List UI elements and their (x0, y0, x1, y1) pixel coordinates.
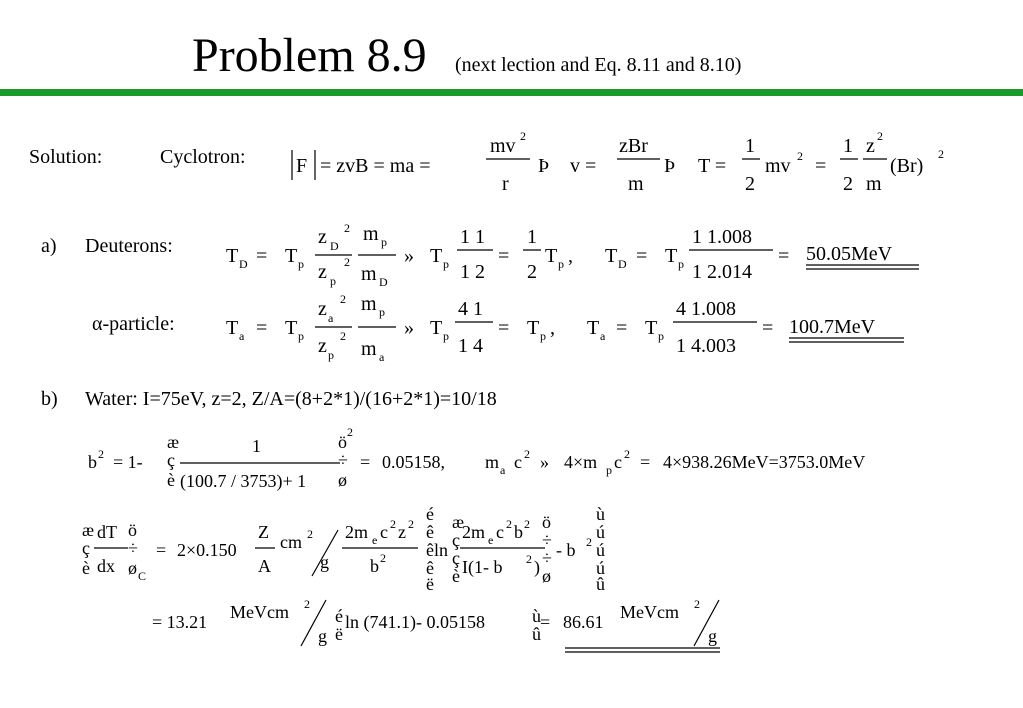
b-den: b (370, 556, 379, 576)
dx-den: dx (97, 556, 115, 576)
svg-text:b: b (514, 522, 523, 542)
svg-text:m: m (361, 293, 377, 315)
svg-text:m: m (361, 338, 377, 360)
svg-text:÷: ÷ (338, 450, 348, 470)
zp-den: z (318, 261, 327, 283)
svg-text:z: z (318, 298, 327, 320)
svg-text:2: 2 (624, 447, 630, 461)
svg-text:2: 2 (344, 221, 350, 235)
svg-text:=: = (256, 317, 268, 339)
half-den-2: 2 (843, 173, 853, 195)
svg-text:ú: ú (596, 522, 605, 542)
frac-41-num: 4 1 (458, 298, 483, 320)
beta-eq2: = (640, 452, 651, 472)
svg-text:D: D (618, 257, 627, 271)
svg-text:2: 2 (340, 292, 346, 306)
svg-text:2m: 2m (462, 522, 486, 542)
deuteron-equation (226, 221, 919, 289)
br-term: (Br) (890, 155, 924, 177)
g-unit-2: g (318, 626, 327, 646)
svg-text:p: p (330, 274, 336, 288)
svg-text:2: 2 (797, 149, 803, 163)
svg-text:ê: ê (426, 558, 434, 578)
svg-text:c: c (514, 452, 522, 472)
deuterons-label: Deuterons: (85, 235, 173, 257)
svg-text:û: û (596, 574, 605, 594)
svg-text:æ: æ (167, 432, 180, 452)
svg-text:2: 2 (526, 552, 532, 566)
svg-text:p: p (443, 257, 449, 271)
beta-equals: = (360, 452, 371, 472)
svg-text:ê: ê (426, 522, 434, 542)
zd-num: z (318, 226, 327, 248)
ratio-den-d: 1 2.014 (692, 261, 752, 283)
svg-text:a: a (500, 463, 506, 477)
svg-text:2: 2 (506, 517, 512, 531)
svg-text:p: p (678, 257, 684, 271)
final-equals: = (540, 612, 551, 632)
v-label: v = (570, 155, 597, 177)
svg-text:û: û (532, 624, 541, 644)
svg-text:2: 2 (938, 147, 944, 161)
svg-text:ç: ç (452, 548, 460, 568)
ratio-num-a: 4 1.008 (676, 298, 736, 320)
svg-text:è: è (452, 566, 460, 586)
alpha-equation (226, 292, 904, 364)
svg-text:ø: ø (338, 470, 347, 490)
part-b-label: b) (41, 388, 58, 410)
frac-mv2-num: mv (490, 135, 516, 157)
svg-text:p: p (381, 235, 387, 249)
four-mp: 4×m (564, 452, 598, 472)
frac-12-den: 1 2 (460, 261, 485, 283)
svg-text:p: p (658, 329, 664, 343)
beta-equation (88, 425, 865, 492)
cyclotron-equation (292, 129, 944, 195)
svg-text:=: = (636, 245, 648, 267)
half-num: 1 (745, 135, 755, 157)
solution-label: Solution: (29, 146, 103, 168)
stopping-power-equation (82, 504, 605, 594)
svg-text:è: è (167, 470, 175, 490)
tp-symbol: T (285, 245, 298, 267)
equals-sign: = (815, 155, 827, 177)
svg-text:2: 2 (344, 255, 350, 269)
ionization-term: I(1- b (462, 557, 503, 577)
svg-text:a: a (379, 350, 385, 364)
svg-text:÷: ÷ (542, 548, 552, 568)
svg-text:z: z (398, 522, 406, 542)
t-label: T = (698, 155, 727, 177)
svg-text:ö: ö (128, 520, 137, 540)
svg-text:,: , (568, 245, 573, 267)
svg-text:p: p (443, 329, 449, 343)
svg-text:=: = (498, 317, 510, 339)
beta-frac-num: 1 (252, 436, 261, 456)
svg-text:2: 2 (307, 527, 313, 541)
dedx-equals: = (156, 540, 167, 560)
svg-text:è: è (82, 558, 90, 578)
svg-text:÷: ÷ (542, 530, 552, 550)
svg-text:÷: ÷ (128, 538, 138, 558)
svg-text:p: p (298, 329, 304, 343)
m-den-2: m (866, 173, 882, 195)
svg-text:T: T (285, 317, 298, 339)
svg-text:ö: ö (542, 512, 551, 532)
svg-text:2: 2 (524, 447, 530, 461)
svg-text:a: a (328, 311, 334, 325)
svg-text:é: é (426, 504, 434, 524)
alpha-rest-energy: 4×938.26MeV=3753.0MeV (663, 452, 866, 472)
approx-sign: » (404, 245, 414, 267)
force-symbol: F (296, 155, 308, 177)
svg-text:=: = (256, 245, 268, 267)
svg-text:é: é (335, 606, 343, 626)
svg-text:=: = (616, 317, 628, 339)
ln-argument: ln (741.1)- 0.05158 (345, 612, 485, 632)
svg-text:ç: ç (167, 450, 175, 470)
svg-text:ú: ú (596, 558, 605, 578)
svg-text:p: p (540, 329, 546, 343)
svg-text:D: D (239, 257, 248, 271)
svg-text:æ: æ (82, 520, 95, 540)
mp-num: m (363, 223, 379, 245)
ma-symbol: m (485, 452, 500, 472)
svg-text:c: c (614, 452, 622, 472)
frac-zbr-num: zBr (619, 135, 648, 157)
svg-text:2: 2 (586, 535, 592, 549)
ratio-num-d: 1 1.008 (692, 226, 752, 248)
one-minus: = 1- (113, 452, 143, 472)
alpha-label: α-particle: (92, 313, 175, 335)
svg-text:T: T (645, 317, 658, 339)
water-parameters: Water: I=75eV, z=2, Z/A=(8+2*1)/(16+2*1)=10/18 (85, 388, 497, 410)
svg-text:z: z (318, 335, 327, 357)
svg-text:2: 2 (877, 129, 883, 143)
cyclotron-label: Cyclotron: (160, 146, 246, 168)
part-a-label: a) (41, 235, 57, 257)
frac-r-den: r (502, 173, 509, 195)
svg-text:2: 2 (304, 597, 310, 611)
svg-text:p: p (379, 305, 385, 319)
svg-text:2: 2 (347, 425, 353, 439)
svg-text:ê: ê (426, 540, 434, 560)
cm-unit: cm (280, 532, 302, 552)
svg-text:ù: ù (596, 504, 605, 524)
svg-text:C: C (138, 569, 147, 583)
svg-text:=: = (762, 317, 774, 339)
beta-approx: » (540, 452, 549, 472)
deuteron-energy: 50.05MeV (806, 243, 893, 265)
final-prefix: = 13.21 (152, 612, 208, 632)
g-unit: g (320, 552, 329, 572)
mevcm-unit-2: MeVcm (620, 602, 679, 622)
svg-text:=: = (498, 245, 510, 267)
final-value: 86.61 (563, 612, 604, 632)
svg-text:ë: ë (335, 624, 343, 644)
svg-text:T: T (587, 317, 600, 339)
a-den: A (258, 556, 271, 576)
svg-text:p: p (558, 257, 564, 271)
svg-text:): ) (534, 557, 540, 577)
force-chain: = zvB = ma = (320, 155, 431, 177)
svg-text:2: 2 (408, 517, 414, 531)
minus-beta2: - b (556, 540, 576, 560)
svg-text:2: 2 (380, 551, 386, 565)
ratio-den-a: 1 4.003 (676, 335, 736, 357)
svg-text:p: p (298, 257, 304, 271)
svg-text:D: D (379, 275, 388, 289)
frac-11-num: 1 1 (460, 226, 485, 248)
svg-text:e: e (372, 533, 378, 547)
alpha-energy: 100.7MeV (789, 316, 876, 338)
svg-text:=: = (778, 245, 790, 267)
svg-text:T: T (430, 317, 443, 339)
svg-text:2: 2 (520, 129, 526, 143)
svg-text:ç: ç (452, 530, 460, 550)
frac-m-den: m (628, 173, 644, 195)
ln-symbol: ln (434, 540, 449, 560)
td-symbol: T (226, 245, 239, 267)
svg-text:ë: ë (426, 574, 434, 594)
svg-text:2: 2 (694, 597, 700, 611)
g-unit-3: g (708, 626, 717, 646)
svg-text:T: T (545, 245, 558, 267)
svg-text:T: T (665, 245, 678, 267)
beta-symbol: b (88, 452, 97, 472)
frac-14-den: 1 4 (458, 335, 483, 357)
mv2-term: mv (765, 155, 791, 177)
svg-text:ø: ø (128, 558, 137, 578)
svg-text:T: T (527, 317, 540, 339)
svg-text:c: c (380, 522, 388, 542)
svg-text:T: T (430, 245, 443, 267)
beta-frac-den: (100.7 / 3753)+ 1 (180, 471, 307, 491)
svg-text:D: D (330, 239, 339, 253)
md-den: m (361, 263, 377, 285)
two-me-num: 2m (345, 522, 369, 542)
svg-text:p: p (606, 463, 612, 477)
mevcm-unit: MeVcm (230, 602, 289, 622)
svg-text:a: a (239, 329, 245, 343)
half-d-a: 2 (527, 261, 537, 283)
z-num: Z (258, 522, 269, 542)
svg-text:ø: ø (542, 566, 551, 586)
dt-num: dT (97, 522, 117, 542)
svg-text:e: e (488, 533, 494, 547)
half-den: 2 (745, 173, 755, 195)
half-n-a: 1 (527, 226, 537, 248)
page-subtitle: (next lection and Eq. 8.11 and 8.10) (455, 54, 742, 76)
svg-text:p: p (328, 348, 334, 362)
half-num-2: 1 (843, 135, 853, 157)
svg-text:2: 2 (340, 329, 346, 343)
svg-text:Þ: Þ (664, 155, 676, 177)
svg-text:æ: æ (452, 512, 465, 532)
z-squared: z (866, 135, 875, 157)
final-equation (152, 597, 720, 652)
page-title: Problem 8.9 (192, 29, 427, 82)
constant-coef: 2×0.150 (177, 540, 237, 560)
beta-squared-value: 0.05158, (382, 452, 445, 472)
svg-text:a: a (600, 329, 606, 343)
svg-text:,: , (550, 317, 555, 339)
svg-text:ç: ç (82, 538, 90, 558)
svg-text:2: 2 (524, 517, 530, 531)
svg-text:c: c (496, 522, 504, 542)
svg-text:ú: ú (596, 540, 605, 560)
svg-text:»: » (404, 317, 414, 339)
svg-text:2: 2 (390, 517, 396, 531)
svg-text:T: T (605, 245, 618, 267)
svg-text:2: 2 (98, 447, 104, 461)
svg-text:T: T (226, 317, 239, 339)
svg-text:Þ: Þ (538, 155, 550, 177)
svg-text:ù: ù (532, 606, 541, 626)
svg-text:ö: ö (338, 432, 347, 452)
